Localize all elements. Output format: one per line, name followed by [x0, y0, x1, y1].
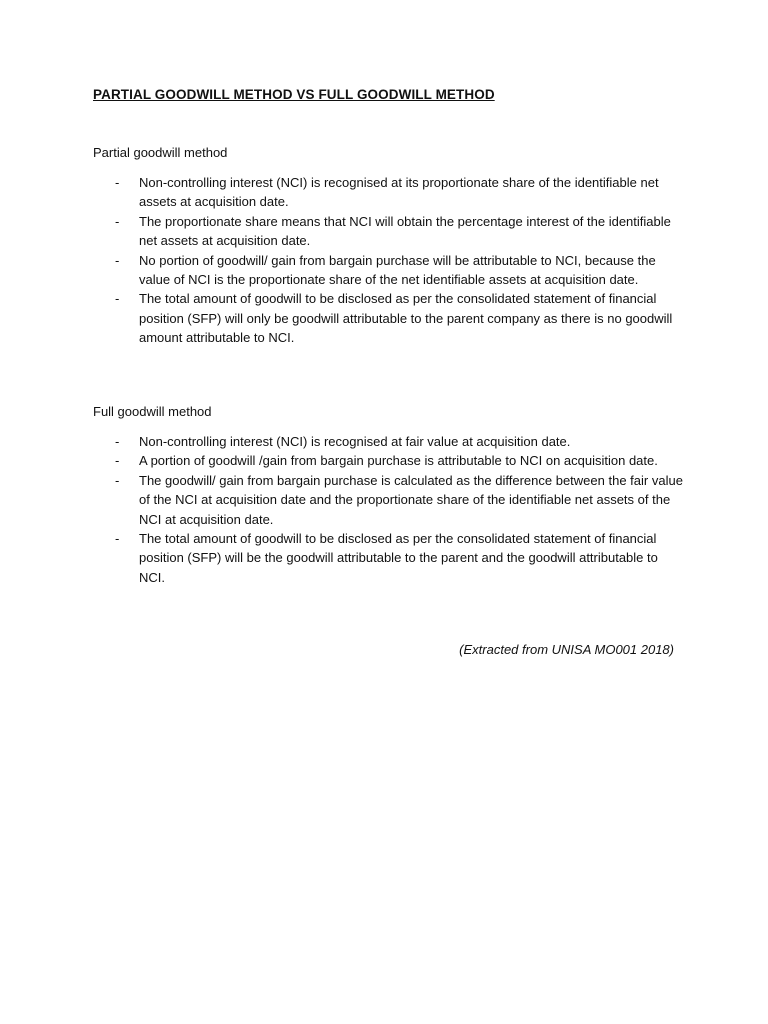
bullet-text: The proportionate share means that NCI will obtain the percentage interest of the identifiable net assets at acquisition date. [139, 213, 671, 249]
bullet-dash: - [115, 213, 120, 229]
bullet-dash: - [115, 453, 120, 469]
list-item [93, 529, 683, 587]
bullet-text: The goodwill/ gain from bargain purchase is calculated as the difference between the fair value of the NCI at acquisition date and the proportionate share of the identifiable net assets of the NCI at acquisition date. [139, 472, 683, 527]
list-item [93, 451, 683, 470]
list-item [93, 173, 683, 212]
bullet-text: No portion of goodwill/ gain from bargain purchase will be attributable to NCI, because the value of NCI is the proportionate share of the net identifiable assets at acquisition date. [139, 252, 656, 288]
list-item [93, 212, 683, 251]
full-goodwill-bullet-list [93, 432, 683, 587]
list-item [93, 432, 683, 451]
document-title: PARTIAL GOODWILL METHOD VS FULL GOODWILL METHOD [93, 87, 495, 102]
bullet-dash: - [115, 291, 120, 307]
bullet-dash: - [115, 434, 120, 449]
list-item [93, 251, 683, 290]
source-citation: (Extracted from UNISA MO001 2018) [459, 642, 674, 657]
section-heading-partial-goodwill: Partial goodwill method [93, 145, 228, 160]
bullet-dash: - [115, 175, 120, 190]
bullet-dash: - [115, 252, 120, 268]
bullet-text: The total amount of goodwill to be disclosed as per the consolidated statement of financial position (SFP) will be the goodwill attributable to the parent and the goodwill attributable to NCI. [139, 531, 658, 585]
section-heading-full-goodwill: Full goodwill method [93, 404, 212, 419]
bullet-text: A portion of goodwill /gain from bargain purchase is attributable to NCI on acquisition date. [139, 453, 658, 469]
bullet-dash: - [115, 531, 120, 547]
bullet-dash: - [115, 472, 120, 488]
bullet-text: Non-controlling interest (NCI) is recognised at fair value at acquisition date. [139, 434, 571, 449]
bullet-text: The total amount of goodwill to be disclosed as per the consolidated statement of financial position (SFP) will only be goodwill attributable to the parent company as there is no goodwill amount attributable to NCI. [139, 291, 673, 346]
list-item [93, 289, 683, 347]
partial-goodwill-bullet-list [93, 173, 683, 348]
list-item [93, 471, 683, 529]
bullet-text: Non-controlling interest (NCI) is recognised at its proportionate share of the identifiable net assets at acquisition date. [139, 175, 659, 210]
